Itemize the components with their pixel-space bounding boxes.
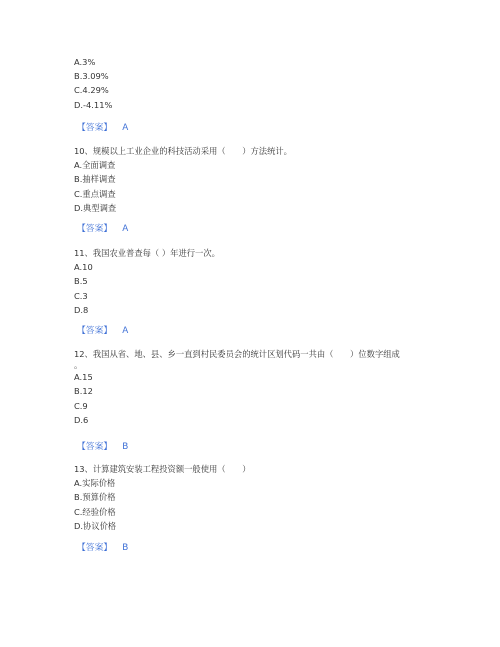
question-stem: 13、计算建筑安装工程投资额一般使用（ ） <box>74 464 251 474</box>
option-d: D.8 <box>74 304 89 315</box>
option-a: A.15 <box>74 372 93 383</box>
question-stem: 11、我国农业普查每（ ）年进行一次。 <box>74 248 220 258</box>
option-b: B.12 <box>74 386 93 397</box>
option-c: C.重点调查 <box>74 188 116 199</box>
answer-value: A <box>122 224 129 234</box>
option-b: B.预算价格 <box>74 492 116 503</box>
answer-11 <box>77 325 128 337</box>
answer-12 <box>77 441 128 453</box>
answer-label: 【答案】 <box>77 123 113 133</box>
question-13 <box>74 462 434 533</box>
answer-10 <box>77 223 128 235</box>
option-d: D.协议价格 <box>74 520 117 531</box>
answer-9 <box>77 122 128 134</box>
question-12 <box>74 347 434 427</box>
option-a: A.实际价格 <box>74 478 116 489</box>
answer-value: B <box>122 442 129 452</box>
question-10 <box>74 144 434 215</box>
answer-value: A <box>122 123 129 133</box>
question-11 <box>74 246 434 317</box>
option-b: B.抽样调查 <box>74 174 116 185</box>
answer-value: B <box>122 543 129 553</box>
question-stem-continuation: 。 <box>74 360 83 371</box>
option-a: A.全面调查 <box>74 160 116 171</box>
option-c: C.3 <box>74 290 88 301</box>
option-a: A.3% <box>74 57 96 67</box>
option-a: A.10 <box>74 262 93 273</box>
option-d: D.典型调查 <box>74 202 117 213</box>
question-stem: 10、规模以上工业企业的科技活动采用（ ）方法统计。 <box>74 146 292 156</box>
option-b: B.3.09% <box>74 71 109 82</box>
option-d: D.-4.11% <box>74 99 113 110</box>
question-stem: 12、我国从省、地、县、乡一直到村民委员会的统计区划代码一共由（ ）位数字组成 <box>74 349 400 359</box>
answer-label: 【答案】 <box>77 326 113 336</box>
answer-value: A <box>122 326 129 336</box>
option-c: C.9 <box>74 400 88 411</box>
answer-label: 【答案】 <box>77 543 113 553</box>
answer-label: 【答案】 <box>77 442 113 452</box>
option-c: C.4.29% <box>74 85 109 96</box>
option-b: B.5 <box>74 276 88 287</box>
answer-label: 【答案】 <box>77 224 113 234</box>
answer-13 <box>77 542 128 554</box>
question-9 <box>74 55 434 112</box>
option-c: C.经验价格 <box>74 506 116 517</box>
option-d: D.6 <box>74 414 89 425</box>
